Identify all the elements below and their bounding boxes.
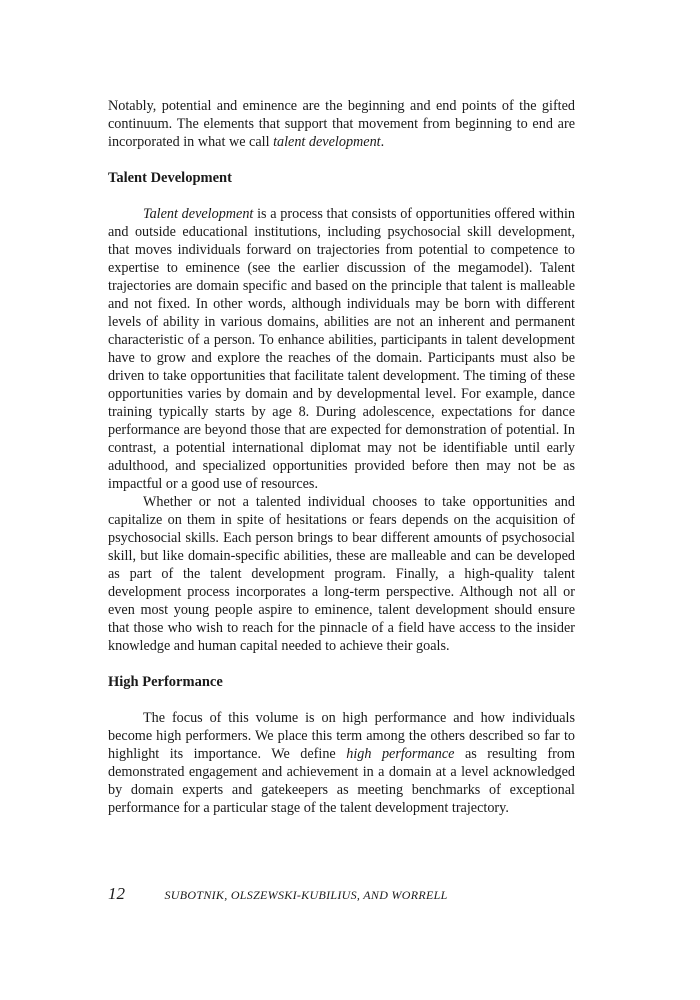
talent-term: Talent development xyxy=(143,206,254,222)
high-performance-text-a: The focus of this volume is on high performance and how individuals become high performers. We place this term among the others described so far to highlight its importance. We define xyxy=(108,710,575,762)
talent-paragraph-1-text: is a process that consists of opportunities offered within and outside educational institutions, including psychosocial skill development, that moves individuals forward on trajectories from potential to competence to expertise to eminence (see the earlier discussion of the megamodel). Talent trajectories are domain specific and based on the principle that talent is malleable and not fixed. In other words, although individuals may be born with different levels of ability in various domains, abilities are not an inherent and permanent characteristic of a person. To enhance abilities, participants in talent development have to grow and explore the reaches of the domain. Participants must also be driven to take opportunities that facilitate talent development. The timing of these opportunities varies by domain and by developmental level. For example, dance training typically starts by age 8. During adolescence, expectations for dance performance are beyond those that are expected for demonstration of potential. In contrast, a potential international diplomat may not be identifiable until early adulthood, and specialized opportunities provided before then may not be as impactful or a good use of resources. xyxy=(108,206,575,492)
page-number: 12 xyxy=(108,884,125,903)
heading-high-performance: High Performance xyxy=(108,674,223,690)
intro-text: Notably, potential and eminence are the beginning and end points of the gifted continuum. The elements that support that movement from beginning to end are incorporated in what we call xyxy=(108,98,575,150)
intro-paragraph xyxy=(108,97,575,151)
body-text xyxy=(108,97,575,817)
page-footer xyxy=(108,884,575,906)
talent-paragraph-2: Whether or not a talented individual chooses to take opportunities and capitalize on them in spite of hesitations or fears depends on the acquisition of psychosocial skills. Each person brings to bear different amounts of psychosocial skill, but like domain-specific abilities, these are malleable and can be developed as part of the talent development program. Finally, a high-quality talent development process incorporates a long-term perspective. Although not all or even most young people aspire to eminence, talent development should ensure that those who wish to reach for the pinnacle of a field have access to the insider knowledge and human capital needed to achieve their goals. xyxy=(108,494,575,654)
intro-term: talent development xyxy=(273,134,381,150)
running-head: SUBOTNIK, OLSZEWSKI-KUBILIUS, AND WORRELL xyxy=(164,888,448,902)
heading-talent-development: Talent Development xyxy=(108,170,232,186)
talent-paragraph-1 xyxy=(108,205,575,493)
high-performance-paragraph xyxy=(108,709,575,817)
intro-end: . xyxy=(380,134,385,150)
high-performance-text-b: as resulting from demonstrated engagement and achievement in a domain at a level acknowledged by domain experts and gatekeepers as meeting benchmarks of exceptional performance for a particular stage of the talent development trajectory. xyxy=(108,746,575,816)
high-performance-term: high performance xyxy=(346,746,455,762)
